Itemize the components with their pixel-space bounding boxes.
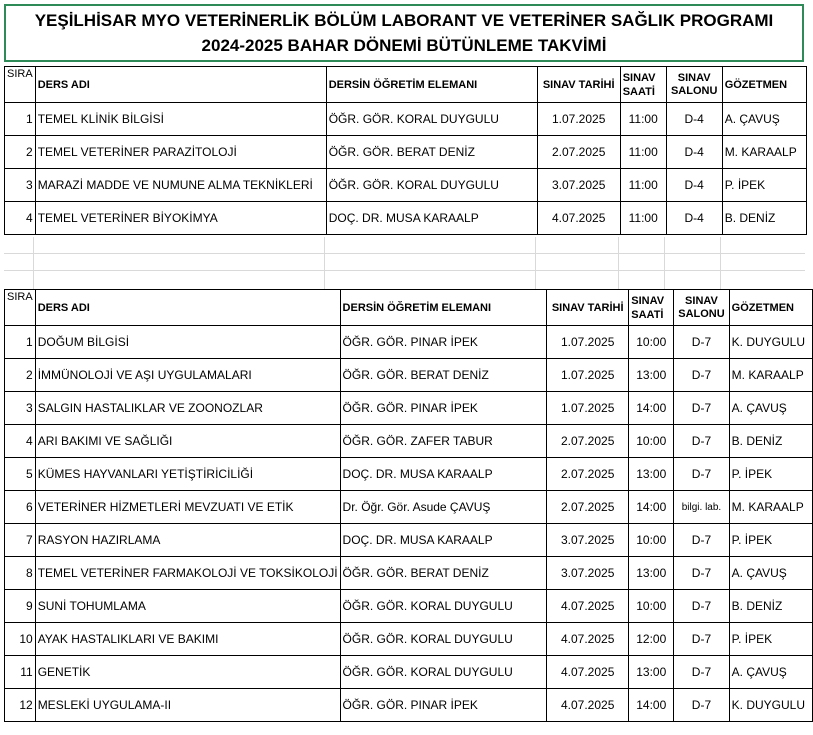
exam-date: 1.07.2025 [547, 392, 629, 425]
proctor-name: B. DENİZ [722, 202, 806, 235]
exam-date: 2.07.2025 [547, 425, 629, 458]
proctor-name: P. İPEK [729, 524, 812, 557]
exam-time: 11:00 [620, 103, 666, 136]
exam-time: 10:00 [629, 590, 674, 623]
course-name: SALGIN HASTALIKLAR VE ZOONOZLAR [35, 392, 340, 425]
header-no: SIRA [5, 290, 36, 326]
proctor-name: K. DUYGULU [729, 689, 812, 722]
table-row [5, 623, 813, 656]
exam-date: 1.07.2025 [547, 326, 629, 359]
header-instructor: DERSİN ÖĞRETİM ELEMANI [326, 67, 537, 103]
course-name: TEMEL KLİNİK BİLGİSİ [35, 103, 326, 136]
header-date: SINAV TARİHİ [547, 290, 629, 326]
exam-room: D-7 [674, 590, 729, 623]
schedule-table-2 [4, 289, 813, 722]
exam-time: 13:00 [629, 359, 674, 392]
course-name: İMMÜNOLOJİ VE AŞI UYGULAMALARI [35, 359, 340, 392]
instructor-name: ÖĞR. GÖR. KORAL DUYGULU [340, 623, 547, 656]
instructor-name: ÖĞR. GÖR. ZAFER TABUR [340, 425, 547, 458]
header-proctor: GÖZETMEN [722, 67, 806, 103]
instructor-name: DOÇ. DR. MUSA KARAALP [326, 202, 537, 235]
row-number: 7 [5, 524, 36, 557]
table-header-row [5, 290, 813, 326]
header-course: DERS ADI [35, 290, 340, 326]
exam-time: 12:00 [629, 623, 674, 656]
instructor-name: ÖĞR. GÖR. PINAR İPEK [340, 689, 547, 722]
table-row [5, 557, 813, 590]
exam-time: 13:00 [629, 656, 674, 689]
exam-time: 11:00 [620, 169, 666, 202]
table-row [5, 689, 813, 722]
proctor-name: P. İPEK [729, 623, 812, 656]
table-header-row [5, 67, 807, 103]
exam-date: 1.07.2025 [547, 359, 629, 392]
instructor-name: ÖĞR. GÖR. KORAL DUYGULU [326, 103, 537, 136]
row-number: 6 [5, 491, 36, 524]
proctor-name: M. KARAALP [729, 491, 812, 524]
instructor-name: ÖĞR. GÖR. KORAL DUYGULU [340, 590, 547, 623]
row-number: 10 [5, 623, 36, 656]
exam-room: D-4 [666, 202, 722, 235]
exam-room: D-4 [666, 169, 722, 202]
instructor-name: ÖĞR. GÖR. BERAT DENİZ [340, 557, 547, 590]
exam-date: 4.07.2025 [547, 623, 629, 656]
proctor-name: A. ÇAVUŞ [722, 103, 806, 136]
exam-room: D-7 [674, 392, 729, 425]
header-date: SINAV TARİHİ [537, 67, 620, 103]
header-proctor: GÖZETMEN [729, 290, 812, 326]
table-row [5, 590, 813, 623]
course-name: ARI BAKIMI VE SAĞLIĞI [35, 425, 340, 458]
exam-time: 10:00 [629, 524, 674, 557]
exam-time: 14:00 [629, 392, 674, 425]
header-room: SINAV SALONU [666, 67, 722, 103]
header-no: SIRA [5, 67, 36, 103]
course-name: RASYON HAZIRLAMA [35, 524, 340, 557]
row-number: 3 [5, 169, 36, 202]
proctor-name: K. DUYGULU [729, 326, 812, 359]
header-time: SINAV SAATİ [629, 290, 674, 326]
exam-date: 2.07.2025 [537, 136, 620, 169]
course-name: KÜMES HAYVANLARI YETİŞTİRİCİLİĞİ [35, 458, 340, 491]
exam-date: 2.07.2025 [547, 491, 629, 524]
row-number: 8 [5, 557, 36, 590]
page-title: YEŞİLHİSAR MYO VETERİNERLİK BÖLÜM LABORANT VE VETERİNER SAĞLIK PROGRAMI 2024-2025 BAHAR DÖNEMİ BÜTÜNLEME TAKVİMİ [34, 11, 774, 55]
row-number: 4 [5, 425, 36, 458]
table-row [5, 392, 813, 425]
row-number: 9 [5, 590, 36, 623]
exam-date: 4.07.2025 [547, 656, 629, 689]
empty-rows [4, 237, 805, 289]
exam-room: D-7 [674, 557, 729, 590]
proctor-name: A. ÇAVUŞ [729, 392, 812, 425]
proctor-name: A. ÇAVUŞ [729, 656, 812, 689]
course-name: TEMEL VETERİNER FARMAKOLOJİ VE TOKSİKOLOJİ [35, 557, 340, 590]
row-number: 1 [5, 326, 36, 359]
row-number: 12 [5, 689, 36, 722]
exam-date: 4.07.2025 [537, 202, 620, 235]
course-name: DOĞUM BİLGİSİ [35, 326, 340, 359]
table-row [5, 656, 813, 689]
proctor-name: M. KARAALP [729, 359, 812, 392]
exam-room: D-4 [666, 103, 722, 136]
title-box [4, 4, 804, 62]
row-number: 5 [5, 458, 36, 491]
table-row [5, 491, 813, 524]
instructor-name: ÖĞR. GÖR. BERAT DENİZ [340, 359, 547, 392]
header-course: DERS ADI [35, 67, 326, 103]
course-name: SUNİ TOHUMLAMA [35, 590, 340, 623]
exam-date: 1.07.2025 [537, 103, 620, 136]
instructor-name: ÖĞR. GÖR. BERAT DENİZ [326, 136, 537, 169]
table-row [5, 425, 813, 458]
table-row [5, 169, 807, 202]
exam-room: D-7 [674, 326, 729, 359]
instructor-name: ÖĞR. GÖR. PINAR İPEK [340, 392, 547, 425]
instructor-name: ÖĞR. GÖR. KORAL DUYGULU [326, 169, 537, 202]
exam-room: D-7 [674, 623, 729, 656]
exam-room: bilgi. lab. [674, 491, 729, 524]
row-number: 1 [5, 103, 36, 136]
proctor-name: P. İPEK [729, 458, 812, 491]
exam-room: D-7 [674, 359, 729, 392]
instructor-name: DOÇ. DR. MUSA KARAALP [340, 524, 547, 557]
table-row [5, 524, 813, 557]
instructor-name: ÖĞR. GÖR. KORAL DUYGULU [340, 656, 547, 689]
row-number: 11 [5, 656, 36, 689]
table-row [5, 136, 807, 169]
exam-time: 14:00 [629, 689, 674, 722]
exam-time: 13:00 [629, 557, 674, 590]
exam-room: D-7 [674, 689, 729, 722]
row-number: 3 [5, 392, 36, 425]
instructor-name: DOÇ. DR. MUSA KARAALP [340, 458, 547, 491]
header-room: SINAV SALONU [674, 290, 729, 326]
table-row [5, 103, 807, 136]
row-number: 2 [5, 359, 36, 392]
course-name: VETERİNER HİZMETLERİ MEVZUATI VE ETİK [35, 491, 340, 524]
exam-date: 3.07.2025 [547, 557, 629, 590]
proctor-name: P. İPEK [722, 169, 806, 202]
exam-date: 2.07.2025 [547, 458, 629, 491]
exam-date: 4.07.2025 [547, 590, 629, 623]
proctor-name: A. ÇAVUŞ [729, 557, 812, 590]
exam-time: 10:00 [629, 425, 674, 458]
exam-time: 13:00 [629, 458, 674, 491]
exam-room: D-4 [666, 136, 722, 169]
schedule-table-1 [4, 66, 807, 235]
header-time: SINAV SAATİ [620, 67, 666, 103]
course-name: GENETİK [35, 656, 340, 689]
instructor-name: ÖĞR. GÖR. PINAR İPEK [340, 326, 547, 359]
exam-date: 3.07.2025 [547, 524, 629, 557]
course-name: AYAK HASTALIKLARI VE BAKIMI [35, 623, 340, 656]
instructor-name: Dr. Öğr. Gör. Asude ÇAVUŞ [340, 491, 547, 524]
exam-room: D-7 [674, 656, 729, 689]
proctor-name: B. DENİZ [729, 425, 812, 458]
exam-date: 4.07.2025 [547, 689, 629, 722]
exam-time: 11:00 [620, 202, 666, 235]
exam-time: 10:00 [629, 326, 674, 359]
exam-time: 11:00 [620, 136, 666, 169]
exam-room: D-7 [674, 524, 729, 557]
header-instructor: DERSİN ÖĞRETİM ELEMANI [340, 290, 547, 326]
table-row [5, 202, 807, 235]
table-row [5, 359, 813, 392]
course-name: TEMEL VETERİNER PARAZİTOLOJİ [35, 136, 326, 169]
course-name: MARAZİ MADDE VE NUMUNE ALMA TEKNİKLERİ [35, 169, 326, 202]
course-name: MESLEKİ UYGULAMA-II [35, 689, 340, 722]
table-row [5, 326, 813, 359]
row-number: 4 [5, 202, 36, 235]
exam-time: 14:00 [629, 491, 674, 524]
proctor-name: M. KARAALP [722, 136, 806, 169]
exam-room: D-7 [674, 458, 729, 491]
table-row [5, 458, 813, 491]
proctor-name: B. DENİZ [729, 590, 812, 623]
course-name: TEMEL VETERİNER BİYOKİMYA [35, 202, 326, 235]
row-number: 2 [5, 136, 36, 169]
exam-date: 3.07.2025 [537, 169, 620, 202]
exam-room: D-7 [674, 425, 729, 458]
